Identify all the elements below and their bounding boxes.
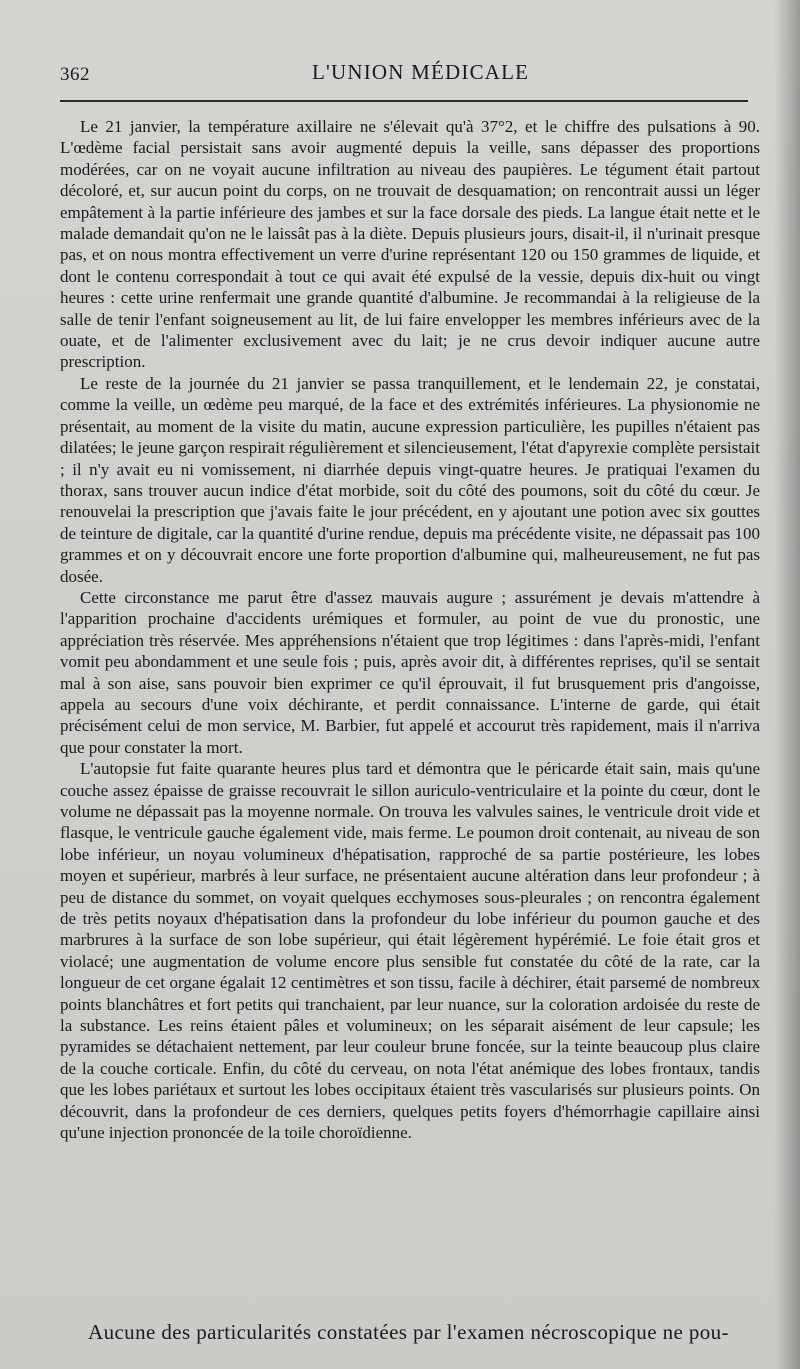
paragraph-4: L'autopsie fut faite quarante heures plus tard et démontra que le péricarde était sain, mais qu'une couche assez épaisse de graisse recouvrait le sillon auriculo-ventriculaire et la pointe du cœur, dont le volume ne dépassait pas la moyenne normale. On trouva les valvules saines, le ventricule droit vide et flasque, le ventricule gauche également vide, mais ferme. Le poumon droit contenait, au niveau de son lobe inférieur, un noyau volumineux d'hépatisation, rapproché de sa partie postérieure, les lobes moyen et supérieur, marbrés à leur surface, ne présentaient aucune altération dans leur profondeur ; à peu de distance du sommet, on voyait quelques ecchymoses sous-pleurales ; on rencontra également de très petits noyaux d'hépatisation dans la profondeur du lobe inférieur du poumon gauche et des marbrures à la surface de son lobe supérieur, qui était légèrement hypérémié. Le foie était gros et violacé; une augmentation de volume encore plus sensible fut constatée du côté de la rate, car la longueur de cet organe égalait 12 centimètres et son tissu, facile à déchirer, était parsemé de nombreux points blanchâtres et fort petits qui tranchaient, par leur nuance, sur la coloration ardoisée du reste de la substance. Les reins étaient pâles et volumineux; on les séparait aisément de leur capsule; les pyramides se détachaient nettement, par leur couleur brune foncée, sur la teinte beaucoup plus claire de la couche corticale. Enfin, du côté du cerveau, on nota l'état anémique des lobes frontaux, tandis que les lobes pariétaux et surtout les lobes occipitaux étaient très vascularisés sur plusieurs points. On découvrit, dans la profondeur de ces derniers, quelques petits foyers d'hémorrhagie capillaire ainsi qu'une injection prononcée de la toile choroïdienne. [60, 759, 760, 1143]
running-title: L'UNION MÉDICALE [312, 60, 530, 84]
paragraph-2: Le reste de la journée du 21 janvier se passa tranquillement, et le lendemain 22, je constatai, comme la veille, un œdème peu marqué, de la face et des extrémités inférieures. La physionomie ne présentait, au moment de la visite du matin, aucune expression particulière, les pupilles n'étaient pas dilatées; le jeune garçon respirait régulièrement et silencieusement, l'état d'apyrexie complète persistait ; il n'y avait eu ni vomissement, ni diarrhée depuis vingt-quatre heures. Je pratiquai l'examen du thorax, sans trouver aucun indice d'état morbide, soit du côté des poumons, soit du côté du cœur. Je renouvelai la prescription que j'avais faite le jour précédent, en y ajoutant une potion avec six gouttes de teinture de digitale, car la quantité d'urine rendue, depuis ma précédente visite, ne dépassait pas 100 grammes et on y découvrait encore une forte proportion d'albumine qui, malheureusement, ne fut pas dosée. [60, 373, 761, 586]
paragraph-3: Cette circonstance me parut être d'assez mauvais augure ; assurément je devais m'attendre à l'apparition prochaine d'accidents urémiques et formuler, au point de vue du pronostic, une appréciation très réservée. Mes appréhensions n'étaient que trop légitimes : dans l'après-midi, l'enfant vomit peu abondamment et une seule fois ; puis, après avoir dit, à différentes reprises, qu'il se sentait mal à son aise, sans pouvoir bien exprimer ce qu'il éprouvait, il fut brusquement pris d'angoisse, appela au secours d'une voix déchirante, et perdit connaissance. L'interne de garde, qui était précisément celui de mon service, M. Barbier, fut appelé et accourut très rapidement, mais il n'arriva que pour constater la mort. [60, 587, 760, 757]
continuation-line: Aucune des particularités constatées par l'examen nécroscopique ne pou- [88, 1320, 729, 1344]
page-number: 362 [60, 64, 90, 85]
paragraph-1: Le 21 janvier, la température axillaire ne s'élevait qu'à 37°2, et le chiffre des pulsations à 90. L'œdème facial persistait sans avoir augmenté depuis la veille, sans dépasser des proportions modérées, car on ne voyait aucune infiltration au niveau des paupières. Le tégument était partout décoloré, et, sur aucun point du corps, on ne trouvait de desquamation; on rencontrait aussi un léger empâtement à la partie inférieure des jambes et sur la face dorsale des pieds. La langue était nette et le malade demandait qu'on ne le laissât pas à la diète. Depuis plusieurs jours, disait-il, il n'urinait presque pas, et on nous montra effectivement un verre d'urine représentant 120 ou 150 grammes de liquide, et dont le contenu correspondait à tout ce qui avait été expulsé de la vessie, depuis dix-huit ou vingt heures : cette urine renfermait une grande quantité d'albumine. Je recommandai à la religieuse de la salle de tenir l'enfant soigneusement au lit, de lui faire envelopper les membres inférieurs avec de la ouate, et de l'alimenter exclusivement avec du lait; je ne crus devoir indiquer aucune autre prescription. [60, 117, 760, 372]
page-header [58, 60, 748, 88]
article-body [60, 116, 760, 1144]
header-rule [60, 100, 748, 102]
